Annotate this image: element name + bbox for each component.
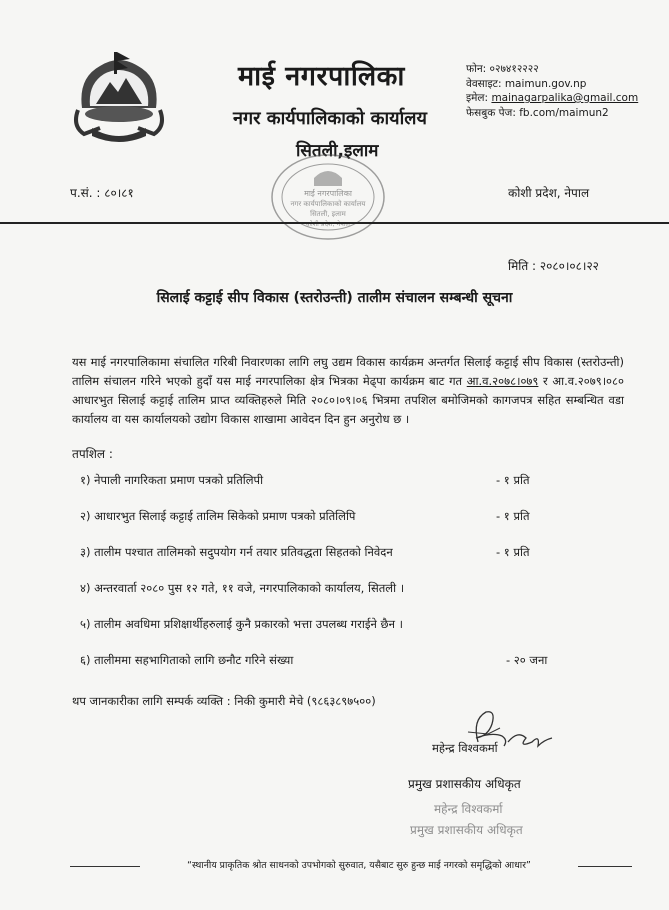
list-item: ३) तालीम पश्चात तालिमको सदुपयोग गर्न तयार प्रतिवद्धता सिहतको निवेदन — [80, 545, 393, 559]
item-quantity: - १ प्रति — [496, 509, 530, 523]
signer-title: प्रमुख प्रशासकीय अधिकृत — [408, 777, 521, 791]
body-fiscal-year: आ.व.२०७८।०७९ — [466, 374, 539, 388]
seal-line-3: सितली, इलाम — [310, 210, 346, 218]
office-subtitle: नगर कार्यपालिकाको कार्यालय — [233, 108, 427, 129]
seal-line-2: नगर कार्यपालिकाको कार्यालय — [290, 200, 366, 208]
phone-line — [466, 62, 638, 77]
facebook-label: फेसबुक पेज: — [466, 106, 516, 119]
footer-slogan: “स्थानीय प्राकृतिक श्रोत साधनको उपभोगको सुरुवात, यसैबाट सुरु हुन्छ माई नगरको समृद्धिको आधार” — [187, 860, 531, 871]
email-line — [466, 91, 638, 106]
stamp-name: महेन्द्र विश्वकर्मा — [434, 802, 503, 816]
body-part-1: यस माई नगरपालिकामा संचालित गरिबी निवारणका लागि लघु उद्यम विकास कार्यक्रम अन्तर्गत सिलाई कट्टाई सीप विकास (स्तरोउन्ती) तालिम संचालन गरिने भएको हुदाँ यस माई नगरपालिका क्षेत्र भित्रका मेढ्पा कार्यक्रम बाट गत — [72, 355, 624, 388]
email-value[interactable]: mainagarpalika@gmail.com — [491, 92, 639, 104]
list-item: ४) अन्तरवार्ता २०८० पुस १२ गते, ११ वजे, नगरपालिकाको कार्यालय, सितली । — [80, 581, 405, 595]
website-line — [466, 77, 638, 92]
header-divider — [0, 222, 669, 224]
notice-date: मिति : २०८०।०८।२२ — [508, 259, 599, 273]
office-location: सितली,इलाम — [296, 141, 379, 161]
province-label: कोशी प्रदेश, नेपाल — [508, 186, 590, 200]
footer-rule-left — [70, 866, 140, 867]
item-quantity: - २० जना — [506, 653, 548, 667]
contact-person: थप जानकारीका लागि सम्पर्क व्यक्ति : निकी कुमारी मेचे (९८६३८९७५००) — [72, 694, 376, 708]
website-label: वेवसाइट: — [466, 77, 502, 90]
list-item: २) आधारभुत सिलाई कट्टाई तालिम सिकेको प्रमाण पत्रको प्रतिलिपि — [80, 509, 356, 523]
list-item: ६) तालीममा सहभागिताको लागि छनौट गरिने संख्या — [80, 653, 294, 667]
seal-line-4: कोशी प्रदेश, नेपाल — [306, 220, 350, 228]
reference-number: प.सं. : ८०।८१ — [70, 186, 134, 200]
list-item: ५) तालीम अवधिमा प्रशिक्षार्थीहरुलाई कुनै प्रकारको भत्ता उपलब्ध गराईने छैन । — [80, 617, 403, 631]
notice-body — [72, 353, 624, 429]
footer-rule-right — [578, 866, 632, 867]
phone-value: ०२७४१२२२२ — [489, 63, 539, 75]
office-seal-stamp — [268, 152, 388, 242]
nepal-emblem-logo — [70, 48, 168, 148]
details-label: तपशिल : — [72, 447, 113, 461]
seal-line-1: माई नगरपालिका — [304, 189, 352, 198]
contact-block — [466, 62, 638, 120]
list-item: १) नेपाली नागरिकता प्रमाण पत्रको प्रतिलिपी — [80, 473, 264, 487]
facebook-value[interactable]: fb.com/maimun2 — [519, 106, 609, 119]
facebook-line — [466, 106, 638, 121]
municipality-title: माई नगरपालिका — [238, 61, 405, 92]
body-part-2: र आ.व.२०७९।०८० आधारभुत सिलाई कट्टाई तालिम प्राप्त व्यक्तिहरुले मिति २०८०।०९।०६ भित्रमा तपशिल बमोजिमको कागजपत्र सहित सम्बन्धित वडा कार्यालय वा यस कार्यालयको उद्योग विकास शाखामा आवेदन दिन हुन अनुरोध छ । — [72, 374, 624, 426]
phone-label: फोन: — [466, 63, 487, 75]
signer-name: महेन्द्र विश्वकर्मा — [432, 741, 498, 755]
item-quantity: - १ प्रति — [496, 473, 530, 487]
email-label: इमेल: — [466, 92, 489, 104]
website-value[interactable]: maimun.gov.np — [504, 77, 587, 90]
stamp-title: प्रमुख प्रशासकीय अधिकृत — [410, 823, 523, 837]
notice-heading: सिलाई कट्टाई सीप विकास (स्तरोउन्ती) तालीम संचालन सम्बन्धी सूचना — [156, 290, 513, 306]
item-quantity: - १ प्रति — [496, 545, 530, 559]
